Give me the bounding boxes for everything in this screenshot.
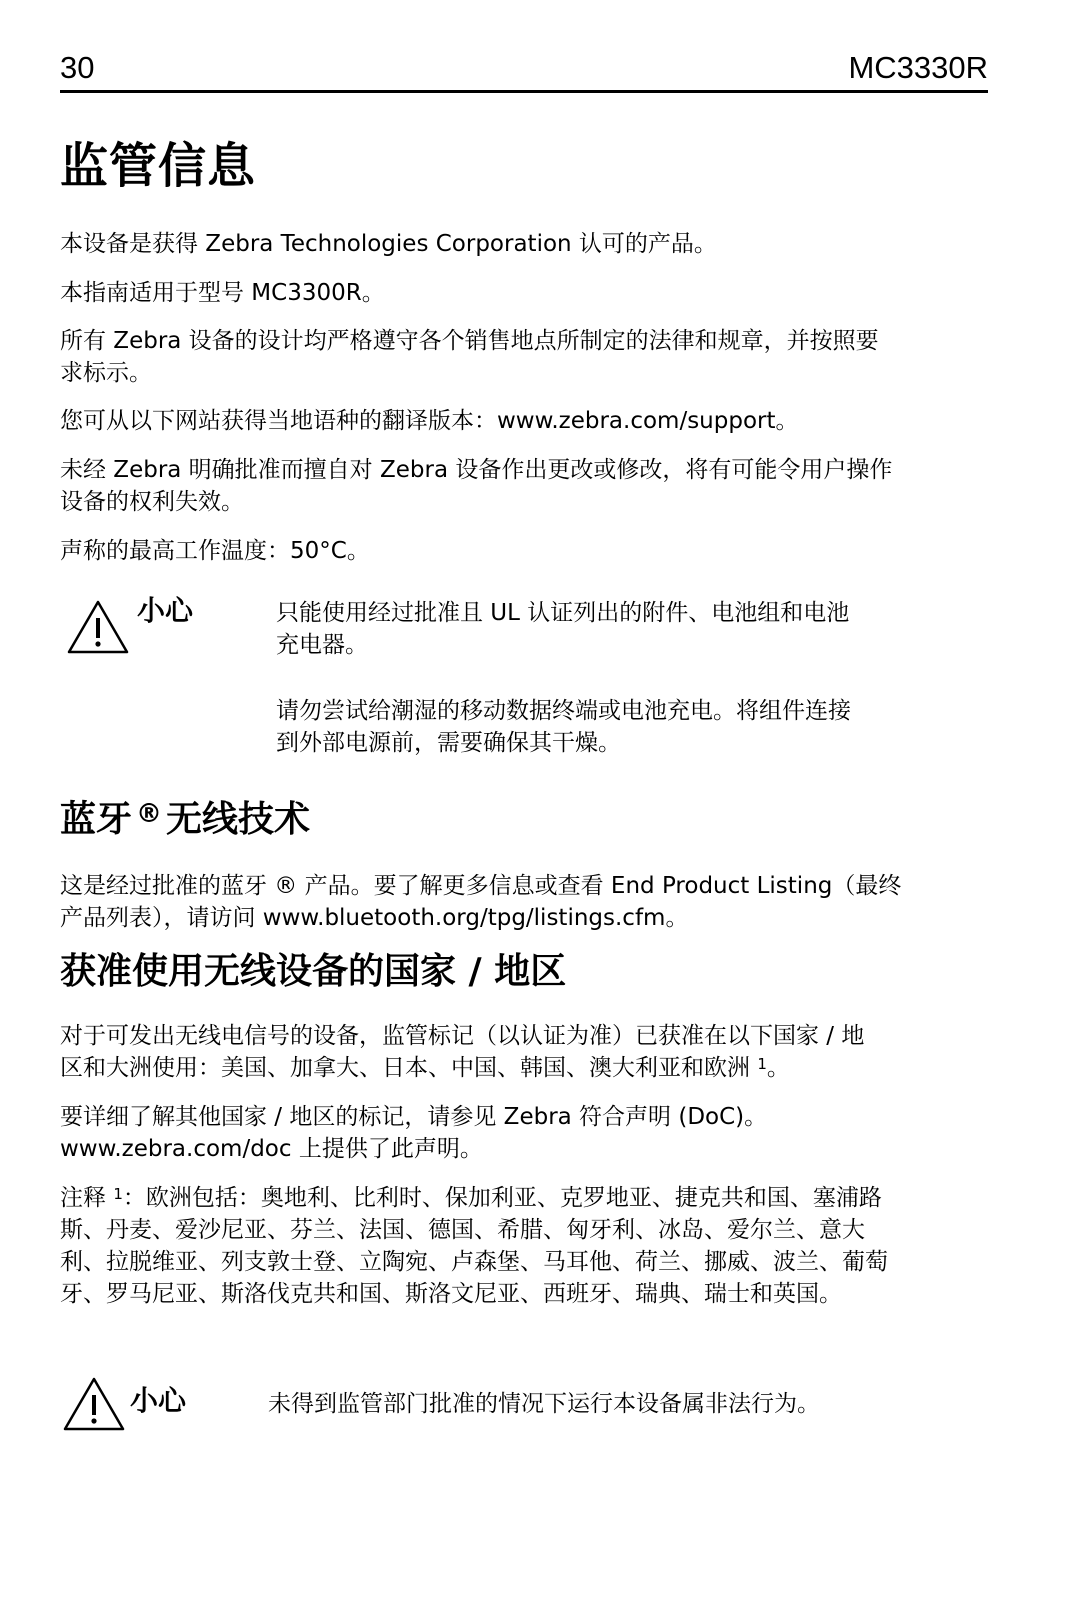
page-header — [60, 50, 988, 93]
text-line: 对于可发出无线电信号的设备，监管标记（以认证为准）已获准在以下国家 / 地 — [60, 1023, 865, 1049]
text-line: 这是经过批准的蓝牙 ® 产品。要了解更多信息或查看 End Product Listing（最终 — [60, 873, 902, 899]
caution-label: 小心 — [130, 1384, 187, 1417]
intro-paragraph-3 — [60, 325, 988, 389]
note-label: 注释 — [60, 1185, 106, 1211]
text-line: 产品列表），请访问 www.bluetooth.org/tpg/listings.cfm。 — [60, 905, 689, 931]
intro-paragraph-6: 声称的最高工作温度：50°C。 — [60, 538, 370, 564]
text-line: 只能使用经过批准且 UL 认证列出的附件、电池组和电池 — [276, 600, 850, 626]
heading-text: 无线技术 — [166, 799, 311, 840]
countries-paragraph-2 — [60, 1101, 988, 1165]
text-segment: 区和大洲使用：美国、加拿大、日本、中国、韩国、澳大利亚和欧洲 — [60, 1055, 750, 1081]
text-line: www.zebra.com/doc 上提供了此声明。 — [60, 1136, 483, 1162]
model-name: MC3330R — [848, 50, 988, 85]
footnote-marker: 1 — [757, 1055, 767, 1073]
warning-triangle-icon — [66, 598, 130, 656]
footnote-marker: 1 — [113, 1185, 123, 1203]
text-line — [60, 1182, 988, 1214]
text-line: 牙、罗马尼亚、斯洛伐克共和国、斯洛文尼亚、西班牙、瑞典、瑞士和英国。 — [60, 1281, 842, 1307]
registered-mark: ® — [136, 799, 163, 829]
bluetooth-paragraph — [60, 870, 988, 934]
page-number: 30 — [60, 50, 95, 85]
text-line: 要详细了解其他国家 / 地区的标记，请参见 Zebra 符合声明 (DoC)。 — [60, 1104, 768, 1130]
footnote — [60, 1182, 988, 1310]
text-line: 所有 Zebra 设备的设计均严格遵守各个销售地点所制定的法律和规章，并按照要 — [60, 328, 879, 354]
text-line: 充电器。 — [276, 632, 368, 658]
intro-paragraph-2: 本指南适用于型号 MC3300R。 — [60, 280, 385, 306]
intro-paragraph-1: 本设备是获得 Zebra Technologies Corporation 认可的产品。 — [60, 231, 717, 257]
text-line: 未经 Zebra 明确批准而擅自对 Zebra 设备作出更改或修改，将有可能令用户操作 — [60, 457, 893, 483]
document-page — [60, 0, 988, 1600]
text-line: 斯、丹麦、爱沙尼亚、芬兰、法国、德国、希腊、匈牙利、冰岛、爱尔兰、意大 — [60, 1217, 865, 1243]
intro-paragraph-4: 您可从以下网站获得当地语种的翻译版本：www.zebra.com/support。 — [60, 408, 799, 434]
countries-paragraph-1 — [60, 1020, 988, 1084]
heading-text: 蓝牙 — [60, 799, 133, 840]
caution-text-2 — [276, 695, 936, 759]
text-line: 求标示。 — [60, 360, 152, 386]
text-line: 到外部电源前，需要确保其干燥。 — [276, 730, 621, 756]
text-line: 利、拉脱维亚、列支敦士登、立陶宛、卢森堡、马耳他、荷兰、挪威、波兰、葡萄 — [60, 1249, 888, 1275]
text-line: 设备的权利失效。 — [60, 489, 244, 515]
text-line: 请勿尝试给潮湿的移动数据终端或电池充电。将组件连接 — [276, 698, 851, 724]
intro-paragraph-5 — [60, 454, 988, 518]
bluetooth-heading — [60, 798, 310, 842]
text-line — [60, 1052, 988, 1084]
caution-text-1 — [276, 597, 936, 661]
caution-label: 小心 — [137, 594, 194, 627]
countries-heading: 获准使用无线设备的国家 / 地区 — [60, 951, 567, 992]
page-title: 监管信息 — [60, 138, 257, 194]
text-segment: 。 — [766, 1055, 790, 1081]
caution-text: 未得到监管部门批准的情况下运行本设备属非法行为。 — [268, 1391, 820, 1417]
warning-triangle-icon — [62, 1375, 126, 1433]
text-segment: ：欧洲包括：奥地利、比利时、保加利亚、克罗地亚、捷克共和国、塞浦路 — [122, 1185, 882, 1211]
